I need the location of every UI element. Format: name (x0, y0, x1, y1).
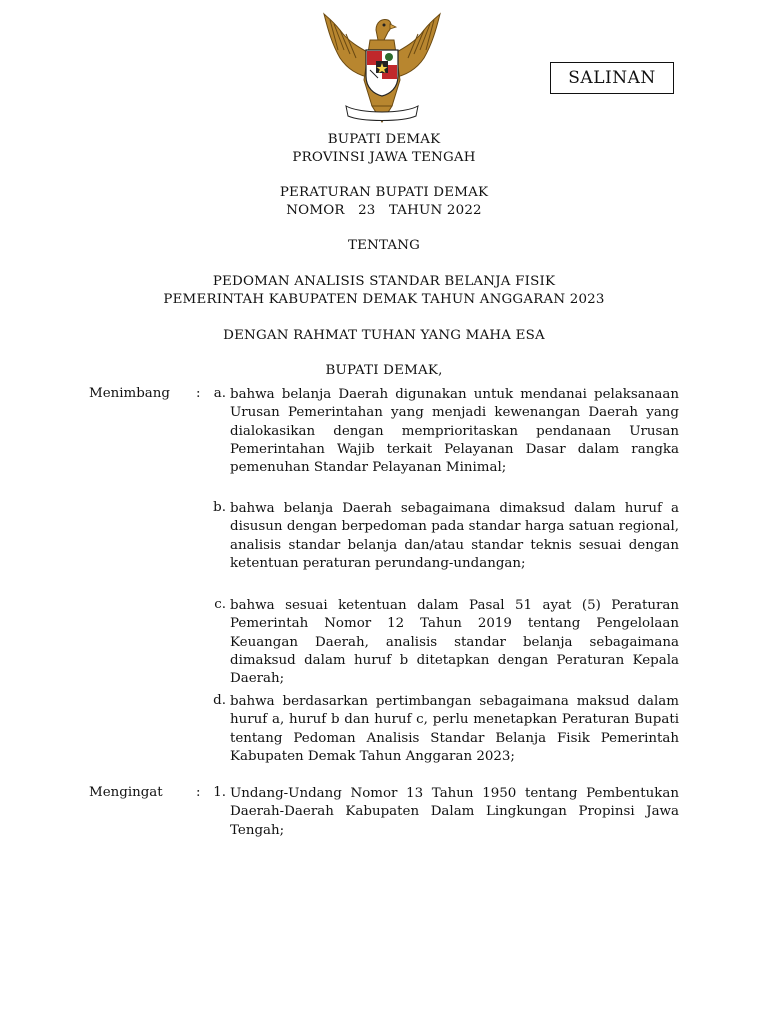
garuda-emblem-icon (320, 10, 444, 128)
menimbang-colon: : (196, 386, 201, 401)
list-marker: 1. (213, 785, 226, 800)
consideration-item-c: bahwa sesuai ketentuan dalam Pasal 51 ayat (5) Peraturan Pemerintah Nomor 12 Tahun 2019 tentang Pengelolaan Keuangan Daerah, analisis standar belanja sebagaimana dimaksud dalam huruf b ditetapkan dengan Peraturan Kepala Daerah; (230, 598, 679, 687)
consideration-item-d: bahwa berdasarkan pertimbangan sebagaimana maksud dalam huruf a, huruf b dan huruf c, perlu menetapkan Peraturan Bupati tentang Pedoman Analisis Standar Belanja Fisik Pemerintah Kabupaten Demak Tahun Anggaran 2023; (230, 694, 679, 764)
list-marker: c. (214, 597, 226, 612)
province-title: PROVINSI JAWA TENGAH (292, 150, 476, 165)
list-marker: a. (213, 386, 226, 401)
consideration-item-a: bahwa belanja Daerah digunakan untuk mendanai pelaksanaan Urusan Pemerintahan yang menjadi kewenangan Daerah yang dialokasikan dengan memprioritaskan pendanaan Urusan Pemerintahan Wajib terkait Pelayanan Dasar dalam rangka pemenuhan Standar Pelayanan Minimal; (230, 387, 679, 476)
list-marker: b. (213, 500, 226, 515)
about-heading: TENTANG (347, 238, 421, 253)
list-marker: d. (213, 693, 226, 708)
authority-heading: BUPATI DEMAK, (325, 363, 443, 378)
regulation-number: NOMOR 23 TAHUN 2022 (286, 203, 482, 218)
consideration-item-b: bahwa belanja Daerah sebagaimana dimaksud dalam huruf a disusun dengan berpedoman pada standar harga satuan regional, analisis standar belanja dan/atau standar teknis sesuai dengan ketentuan peraturan perundang-undangan; (230, 501, 679, 571)
menimbang-label: Menimbang (89, 386, 170, 401)
mengingat-label: Mengingat (89, 785, 163, 800)
subject-line-2: PEMERINTAH KABUPATEN DEMAK TAHUN ANGGARAN 2023 (163, 292, 605, 307)
regent-title: BUPATI DEMAK (327, 132, 441, 147)
invocation: DENGAN RAHMAT TUHAN YANG MAHA ESA (223, 328, 545, 343)
legal-basis-item-1: Undang-Undang Nomor 13 Tahun 1950 tentang Pembentukan Daerah-Daerah Kabupaten Dalam Lingkungan Propinsi Jawa Tengah; (230, 786, 679, 838)
regulation-title: PERATURAN BUPATI DEMAK (279, 185, 489, 200)
mengingat-colon: : (196, 785, 201, 800)
salinan-stamp: SALINAN (550, 62, 674, 94)
subject-line-1: PEDOMAN ANALISIS STANDAR BELANJA FISIK (212, 274, 556, 289)
